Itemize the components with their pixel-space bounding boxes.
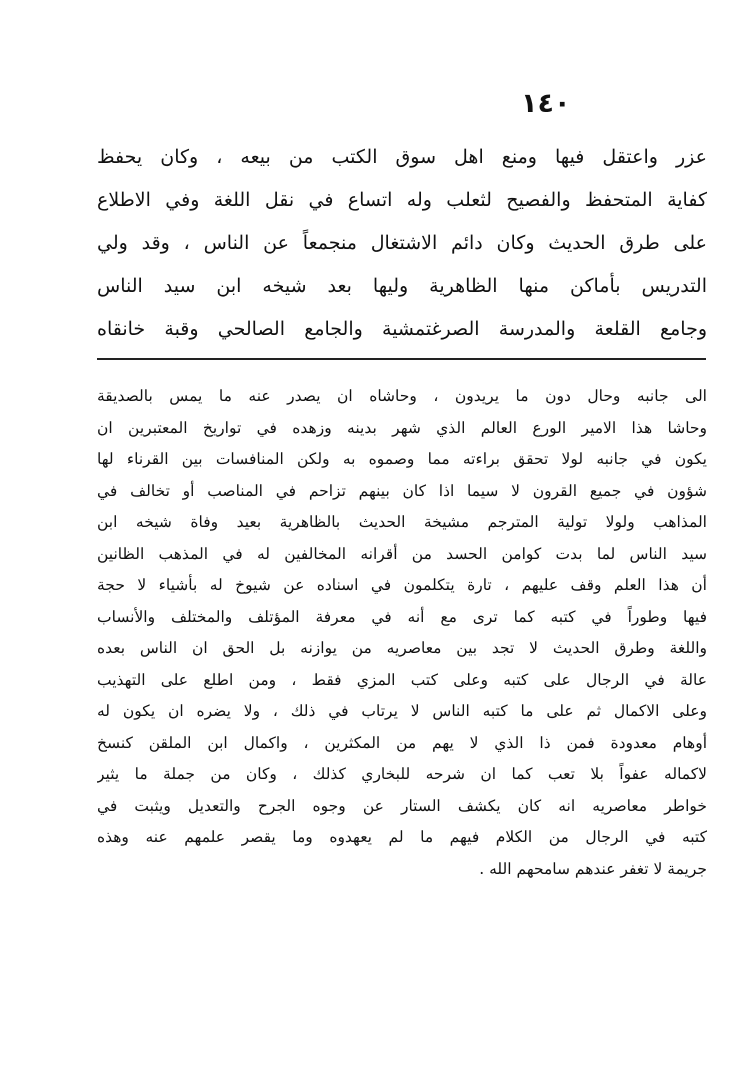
main-text-line: التدريس بأماكن منها الظاهرية وليها بعد شيخه ابن سيد الناس [97,275,707,297]
main-text-line: وجامع القلعة والمدرسة الصرغتمشية والجامع الصالحي وقبة خانقاه [97,318,707,340]
footnote-divider [97,358,706,360]
footnote-line: يكون في جانبه لولا تحقق براءته مما وصموه به ولكن المنافسات بين القرناء لها [97,450,707,468]
footnote-line: خواطر معاصريه انه كان يكشف الستار عن وجوه الجرح والتعديل ويثبت في [97,796,707,815]
footnote-line: فيها وطوراً في كتبه كما ترى مع أنه في معرفة المؤتلف والمختلف والأنساب [97,607,707,626]
footnote-block [97,381,707,885]
page-number: ١٤٠ [521,88,571,119]
footnote-line: أوهام معدودة فمن ذا الذي لا يهم من المكثرين ، واكمال ابن الملقن كنسخ [97,733,707,752]
footnote-line: واللغة وطرق الحديث لا تجد بين معاصريه من يوازنه بل الحق ان الناس بعده [97,639,707,657]
main-text-line: كفاية المتحفظ والفصيح لثعلب وله اتساع في نقل اللغة وفي الاطلاع [97,189,707,211]
footnote-line: أن هذا العلم وقف عليهم ، تارة يتكلمون في اسناده عن شيوخ له بأشياء لا حجة [97,576,707,594]
footnote-line: شؤون في جميع القرون لا سيما اذا كان بينهم تزاحم في المناصب أو تخالف في [97,481,707,500]
footnote-line: لاكماله عفواً بلا تعب كما ان شرحه للبخاري كذلك ، وكان من جملة ما يثير [97,765,707,783]
footnote-line: سيد الناس لما بدت كوامن الحسد من أقرانه المخالفين له في المذهب الظانين [97,544,707,563]
main-text-line: عزر واعتقل فيها ومنع اهل سوق الكتب من بيعه ، وكان يحفظ [97,146,707,168]
footnote-line: وعلى الاكمال ثم على ما كتبه الناس لا يرتاب في ذلك ، ولا يضره ان يكون له [97,702,707,720]
main-text-block [97,136,707,351]
footnote-line: جريمة لا تغفر عندهم سامحهم الله . [479,859,707,878]
footnote-line: وحاشا هذا الامير الورع العالم الذي شهر بدينه وزهده في تواريخ المعتبرين ان [97,418,707,437]
footnote-line: المذاهب ولولا تولية المترجم مشيخة الحديث بالظاهرية بعيد وفاة شيخه ابن [97,513,707,531]
footnote-line: الى جانبه وحال دون ما يريدون ، وحاشاه ان يصدر عنه ما يمس بالصديقة [97,387,707,405]
main-text-line: على طرق الحديث وكان دائم الاشتغال منجمعاً عن الناس ، وقد ولي [97,232,707,254]
footnote-line: عالة في الرجال على كتبه وعلى كتب المزي فقط ، ومن اطلع على التهذيب [97,670,707,689]
footnote-line: كتبه في الرجال من الكلام فيهم ما لم يعهدوه وما يقصر علمهم عنه وهذه [97,828,707,846]
